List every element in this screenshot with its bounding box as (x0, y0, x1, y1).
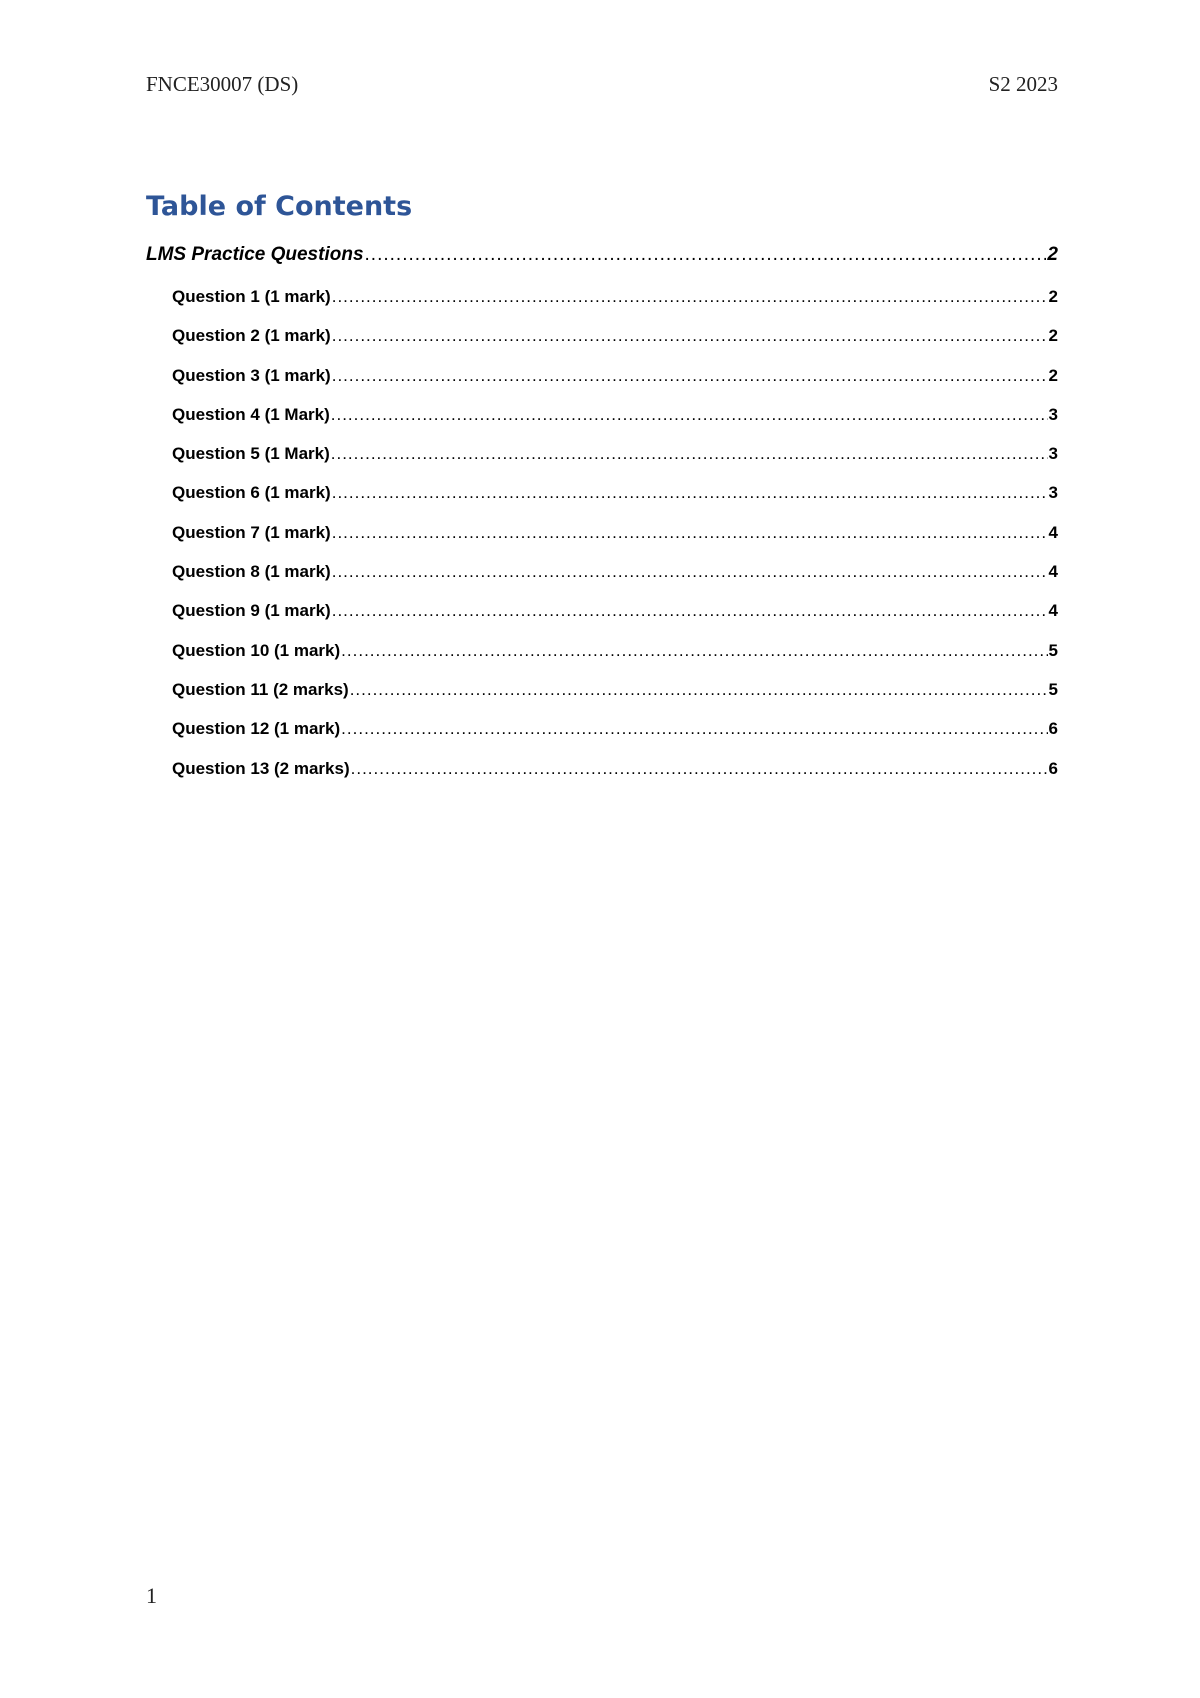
toc-entry[interactable] (146, 561, 1058, 600)
toc-entry[interactable] (146, 718, 1058, 757)
toc-entry-page: 4 (1048, 522, 1058, 542)
toc-dot-leader (350, 679, 1048, 701)
toc-dot-leader (332, 365, 1048, 387)
toc-entry-text: Question 12 (1 mark) (172, 719, 341, 739)
toc-entry-text: Question 4 (1 Mark) (172, 404, 330, 424)
toc-entry-text: Question 10 (1 mark) (172, 640, 341, 660)
toc-dot-leader (332, 286, 1048, 308)
toc-entry[interactable] (146, 404, 1058, 443)
toc-entry-page: 2 (1048, 326, 1058, 346)
toc-entry[interactable] (146, 286, 1058, 325)
toc-entry-text: Question 13 (2 marks) (172, 758, 350, 778)
toc-entry-page: 2 (1048, 287, 1058, 306)
toc-entry-page: 4 (1048, 601, 1058, 621)
toc-dot-leader (331, 443, 1048, 465)
toc-entry-page: 3 (1048, 444, 1058, 464)
toc-entry[interactable] (146, 758, 1058, 797)
toc-dot-leader (351, 758, 1048, 780)
toc-entry-page: 6 (1048, 719, 1058, 739)
toc-dot-leader (332, 482, 1048, 504)
toc-entry[interactable] (146, 244, 1058, 286)
toc-entry-text: Question 11 (2 marks) (172, 679, 349, 699)
header-semester: S2 2023 (988, 72, 1058, 96)
toc-dot-leader (341, 640, 1047, 662)
footer-page-number: 1 (146, 1583, 157, 1608)
toc-dot-leader (332, 561, 1048, 583)
toc-entry[interactable] (146, 325, 1058, 364)
toc-entry[interactable] (146, 482, 1058, 521)
toc-entry[interactable] (146, 522, 1058, 561)
toc-entry-text: Question 2 (1 mark) (172, 326, 331, 346)
toc-entry-text: Question 5 (1 Mark) (172, 444, 330, 464)
toc-title: Table of Contents (146, 191, 413, 222)
toc-dot-leader (365, 244, 1047, 266)
toc-entry-text: Question 8 (1 mark) (172, 562, 331, 582)
toc-entry-page: 5 (1048, 640, 1058, 660)
toc-entry[interactable] (146, 640, 1058, 679)
toc-entry-text: Question 9 (1 mark) (172, 601, 331, 621)
toc-entry-text: Question 3 (1 mark) (172, 365, 331, 385)
toc-entry-text: Question 7 (1 mark) (172, 522, 331, 542)
toc-entry[interactable] (146, 443, 1058, 482)
toc-entry[interactable] (146, 600, 1058, 639)
toc-entry-page: 2 (1048, 365, 1058, 385)
toc-entry-page: 2 (1047, 244, 1058, 265)
toc-entry-page: 3 (1048, 483, 1058, 503)
toc-entry-page: 6 (1048, 758, 1058, 778)
toc-entry-text: Question 1 (1 mark) (172, 287, 331, 306)
header-course-code: FNCE30007 (DS) (146, 72, 299, 96)
toc-entry[interactable] (146, 365, 1058, 404)
toc-list (146, 244, 1058, 797)
toc-dot-leader (332, 522, 1048, 544)
toc-dot-leader (341, 718, 1047, 740)
toc-entry-page: 5 (1048, 679, 1058, 699)
toc-entry-text: LMS Practice Questions (146, 244, 364, 265)
toc-dot-leader (332, 325, 1048, 347)
toc-dot-leader (331, 404, 1048, 426)
toc-entry[interactable] (146, 679, 1058, 718)
toc-entry-text: Question 6 (1 mark) (172, 483, 331, 503)
toc-entry-page: 4 (1048, 562, 1058, 582)
toc-entry-page: 3 (1048, 404, 1058, 424)
toc-dot-leader (332, 600, 1048, 622)
